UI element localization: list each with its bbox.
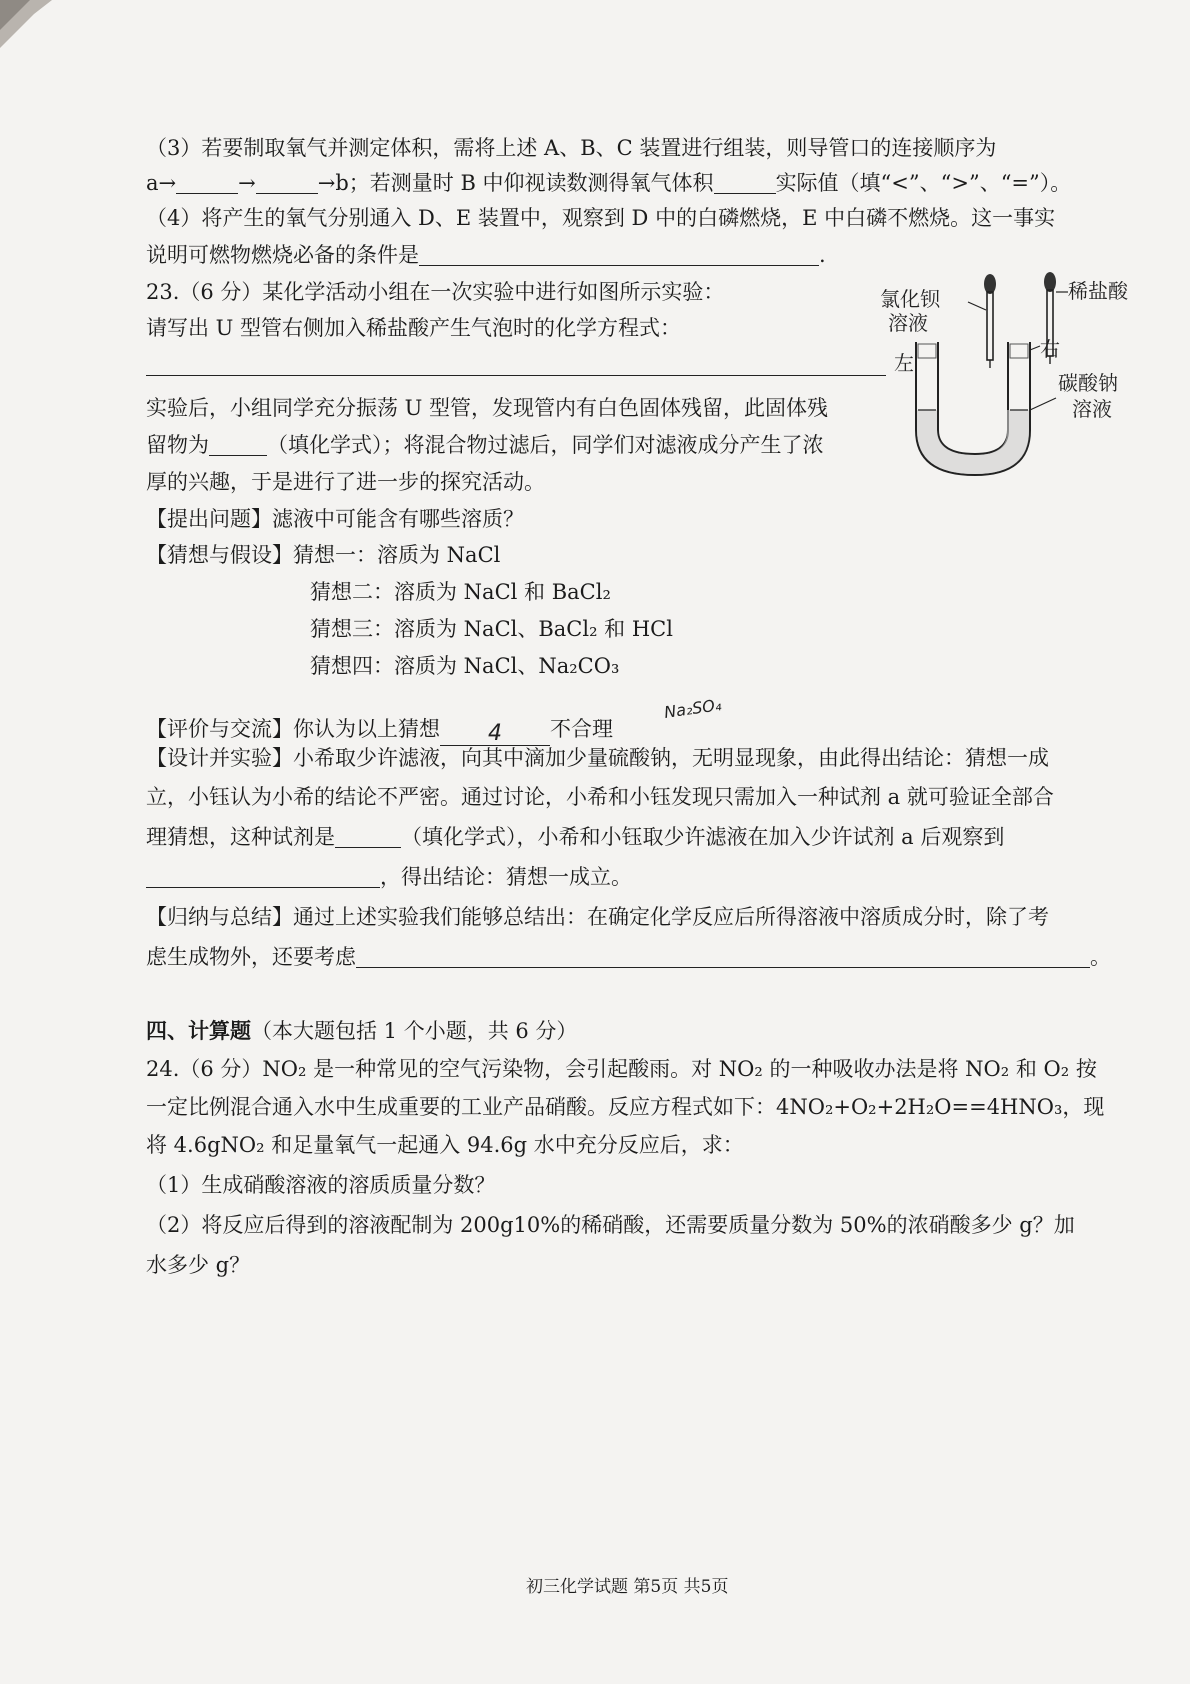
page-footer: 初三化学试题 第5页 共5页 xyxy=(526,1577,729,1597)
q22-part3-line1: （3）若要制取氧气并测定体积，需将上述 A、B、C 装置进行组装，则导管口的连接顺序为 xyxy=(146,136,997,160)
q23-line4: 厚的兴趣，于是进行了进一步的探究活动。 xyxy=(146,470,545,494)
q23-summary-text: 虑生成物外，还要考虑 xyxy=(146,945,356,969)
q22-part4-end: . xyxy=(819,243,826,267)
section4-heading xyxy=(146,1016,577,1046)
q23-summary-1: 【归纳与总结】通过上述实验我们能够总结出：在确定化学反应后所得溶液中溶质成分时，除了考 xyxy=(146,905,1049,929)
q23-line2: 实验后，小组同学充分振荡 U 型管，发现管内有白色固体残留，此固体残 xyxy=(146,396,829,420)
q23-eval-text-a: 【评价与交流】你认为以上猜想 xyxy=(146,717,440,741)
q23-guess-3: 猜想三：溶质为 NaCl、BaCl₂ 和 HCl xyxy=(310,617,673,641)
label-na2co3-line1: 碳酸钠 xyxy=(1058,371,1118,395)
q23-line3-text-b: （填化学式）；将混合物过滤后，同学们对滤液成分产生了浓 xyxy=(267,433,824,457)
q23-design-4 xyxy=(146,862,632,892)
q22-part4-text: 说明可燃物燃烧必备的条件是 xyxy=(146,243,419,267)
q22-part3-text-c: →b；若测量时 B 中仰视读数测得氧气体积 xyxy=(317,171,714,195)
q24-part2-line2: 水多少 g？ xyxy=(146,1253,251,1277)
q23-eval-text-b: 不合理 xyxy=(550,717,613,741)
q23-guess-4: 猜想四：溶质为 NaCl、Na₂CO₃ xyxy=(310,654,620,678)
q22-blank-3[interactable] xyxy=(714,171,776,194)
section4-title: 四、计算题 xyxy=(146,1018,251,1043)
q24-part1: （1）生成硝酸溶液的溶质质量分数？ xyxy=(146,1173,496,1197)
q22-blank-1[interactable] xyxy=(176,171,238,194)
q24-line2: 一定比例混合通入水中生成重要的工业产品硝酸。反应方程式如下：4NO₂+O₂+2H₂O==4HNO₃，现 xyxy=(146,1095,1105,1119)
q23-evaluation xyxy=(146,714,613,746)
q23-summary-blank[interactable] xyxy=(356,945,1090,968)
q23-observation-blank[interactable] xyxy=(146,865,380,888)
q23-eval-handwritten-answer[interactable]: 4 xyxy=(440,723,550,746)
label-bacl2-line1: 氯化钡 xyxy=(880,287,940,311)
q23-design-2: 立，小钰认为小希的结论不严密。通过讨论，小希和小钰发现只需加入一种试剂 a 就可验证全部合 xyxy=(146,785,1054,809)
q22-part4-line1: （4）将产生的氧气分别通入 D、E 装置中，观察到 D 中的白磷燃烧，E 中白磷不燃烧。这一事实 xyxy=(146,206,1056,230)
q22-part3-text-d: 实际值（填“<”、“>”、“=”）。 xyxy=(775,171,1072,195)
q24-line3: 将 4.6gNO₂ 和足量氧气一起通入 94.6g 水中充分反应后，求： xyxy=(146,1133,744,1157)
u-tube xyxy=(916,342,1056,475)
u-tube-apparatus-diagram xyxy=(880,270,1150,500)
label-na2co3-line2: 溶液 xyxy=(1072,397,1112,421)
q23-design-4-text: ，得出结论：猜想一成立。 xyxy=(380,865,632,889)
torn-corner-graphic xyxy=(0,0,70,70)
q23-line3 xyxy=(146,430,824,460)
q23-header: 23.（6 分）某化学活动小组在一次实验中进行如图所示实验： xyxy=(146,280,725,304)
q22-part3-text-a: a→ xyxy=(146,171,177,195)
q23-line1: 请写出 U 型管右侧加入稀盐酸产生气泡时的化学方程式： xyxy=(146,316,682,340)
q23-guess-1: 【猜想与假设】猜想一：溶质为 NaCl xyxy=(146,543,501,567)
bacl2-dropper xyxy=(984,274,996,368)
q23-equation-blank[interactable] xyxy=(146,353,886,376)
q23-residue-blank[interactable] xyxy=(209,433,267,456)
q23-equation-line xyxy=(146,350,886,380)
q22-part4-line2 xyxy=(146,240,826,270)
q23-design-1: 【设计并实验】小希取少许滤液，向其中滴加少量硫酸钠，无明显现象，由此得出结论：猜想一成 xyxy=(146,746,1049,770)
q23-design-3-text-b: （填化学式），小希和小钰取少许滤液在加入少许试剂 a 后观察到 xyxy=(401,825,1005,849)
q24-part2-line1: （2）将反应后得到的溶液配制为 200g10%的稀硝酸，还需要质量分数为 50%的浓硝酸多少 g？加 xyxy=(146,1213,1075,1237)
label-left: 左 xyxy=(894,351,914,375)
q24-line1: 24.（6 分）NO₂ 是一种常见的空气污染物，会引起酸雨。对 NO₂ 的一种吸收办法是将 NO₂ 和 O₂ 按 xyxy=(146,1057,1097,1081)
q22-blank-2[interactable] xyxy=(256,171,318,194)
label-bacl2-line2: 溶液 xyxy=(888,311,928,335)
label-hcl: 稀盐酸 xyxy=(1068,279,1128,303)
q23-reagent-blank[interactable] xyxy=(335,825,401,848)
q23-summary-end: 。 xyxy=(1090,945,1111,969)
handwritten-note-na2so4: Na₂SO₄ xyxy=(662,695,723,722)
label-right: 右 xyxy=(1040,337,1060,361)
q23-guess-2: 猜想二：溶质为 NaCl 和 BaCl₂ xyxy=(310,580,611,604)
q23-design-3 xyxy=(146,822,1004,852)
q23-summary-2 xyxy=(146,942,1111,972)
q23-question: 【提出问题】滤液中可能含有哪些溶质？ xyxy=(146,507,524,531)
q23-design-3-text-a: 理猜想，这种试剂是 xyxy=(146,825,335,849)
q22-part3-text-b: → xyxy=(238,171,256,195)
section4-subtitle: （本大题包括 1 个小题，共 6 分） xyxy=(251,1019,578,1043)
q22-part3-line2 xyxy=(146,168,1071,198)
q23-line3-text-a: 留物为 xyxy=(146,433,209,457)
q22-blank-4[interactable] xyxy=(419,243,819,266)
